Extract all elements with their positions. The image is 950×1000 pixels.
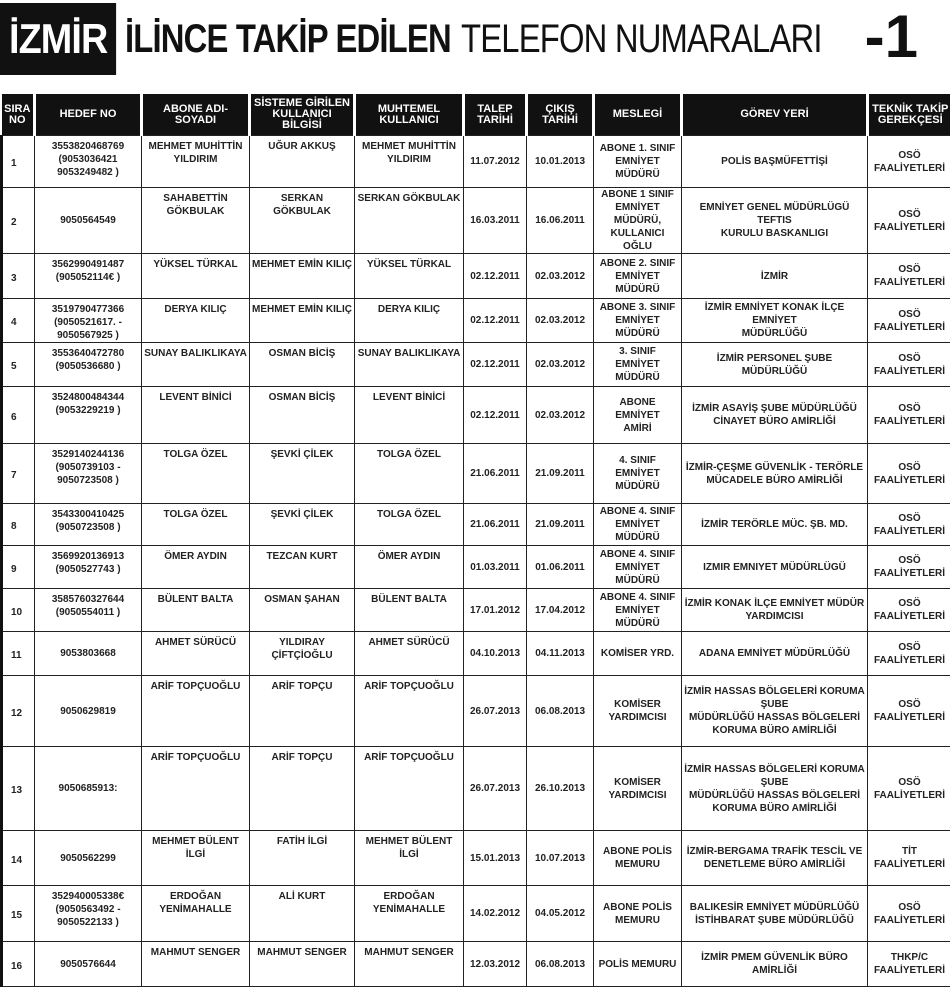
table-row: [2, 886, 950, 942]
cell-meslegi: ABONE POLİS MEMURU: [594, 831, 682, 886]
cell-teknik-takip: OSÖ FAALİYETLERİ: [868, 299, 950, 343]
cell-gorev-yeri: BALIKESİR EMNİYET MÜDÜRLÜĞÜ İSTİHBARAT ŞUBE MÜDÜRLÜĞÜ: [682, 886, 868, 942]
phone-numbers-table: [0, 94, 950, 987]
headline: [0, 0, 950, 78]
cell-sira-no: 3: [2, 254, 35, 299]
table-row: [2, 343, 950, 387]
cell-meslegi: KOMİSER YARDIMCISI: [594, 747, 682, 831]
cell-cikis-tarihi: 10.07.2013: [527, 831, 594, 886]
cell-gorev-yeri: İZMİR EMNİYET KONAK İLÇE EMNİYET MÜDÜRLÜĞÜ: [682, 299, 868, 343]
table-row: [2, 589, 950, 632]
cell-gorev-yeri: POLİS BAŞMÜFETTİŞİ: [682, 136, 868, 188]
cell-gorev-yeri: İZMİR ASAYİŞ ŞUBE MÜDÜRLÜĞÜ CİNAYET BÜRO AMİRLİĞİ: [682, 387, 868, 444]
cell-abone-adi: MEHMET BÜLENT İLGİ: [142, 831, 250, 886]
cell-talep-tarihi: 21.06.2011: [464, 504, 527, 546]
cell-teknik-takip: OSÖ FAALİYETLERİ: [868, 444, 950, 504]
cell-hedef-no: 9050685913:: [35, 747, 142, 831]
cell-teknik-takip: OSÖ FAALİYETLERİ: [868, 632, 950, 676]
cell-sira-no: 2: [2, 188, 35, 254]
cell-cikis-tarihi: 06.08.2013: [527, 942, 594, 987]
cell-hedef-no: 9050629819: [35, 676, 142, 747]
cell-gorev-yeri: İZMİR HASSAS BÖLGELERİ KORUMA ŞUBE MÜDÜRLÜĞÜ HASSAS BÖLGELERİ KORUMA BÜRO AMİRLİĞİ: [682, 747, 868, 831]
cell-sisteme-girilen: MEHMET EMİN KILIÇ: [250, 254, 355, 299]
cell-sisteme-girilen: MEHMET EMİN KILIÇ: [250, 299, 355, 343]
cell-abone-adi: AHMET SÜRÜCÜ: [142, 632, 250, 676]
cell-abone-adi: MEHMET MUHİTTİN YILDIRIM: [142, 136, 250, 188]
cell-gorev-yeri: EMNİYET GENEL MÜDÜRLÜGÜ TEFTIS KURULU BASKANLIGI: [682, 188, 868, 254]
cell-sisteme-girilen: FATİH İLGİ: [250, 831, 355, 886]
cell-meslegi: ABONE 3. SINIF EMNİYET MÜDÜRÜ: [594, 299, 682, 343]
headline-bold: İLİNCE TAKİP EDİLEN: [125, 16, 452, 61]
cell-gorev-yeri: İZMİR TERÖRLE MÜC. ŞB. MD.: [682, 504, 868, 546]
cell-muhtemel-kullanici: SUNAY BALIKLIKAYA: [355, 343, 464, 387]
cell-sira-no: 1: [2, 136, 35, 188]
cell-muhtemel-kullanici: BÜLENT BALTA: [355, 589, 464, 632]
cell-meslegi: ABONE 4. SINIF EMNİYET MÜDÜRÜ: [594, 504, 682, 546]
cell-cikis-tarihi: 10.01.2013: [527, 136, 594, 188]
cell-muhtemel-kullanici: AHMET SÜRÜCÜ: [355, 632, 464, 676]
cell-teknik-takip: TİT FAALİYETLERİ: [868, 831, 950, 886]
cell-teknik-takip: OSÖ FAALİYETLERİ: [868, 747, 950, 831]
cell-meslegi: ABONE 1. SINIF EMNİYET MÜDÜRÜ: [594, 136, 682, 188]
cell-muhtemel-kullanici: TOLGA ÖZEL: [355, 444, 464, 504]
cell-meslegi: ABONE 4. SINIF EMNİYET MÜDÜRÜ: [594, 546, 682, 589]
cell-hedef-no: 3524800484344 (9053229219 ): [35, 387, 142, 444]
cell-sisteme-girilen: TEZCAN KURT: [250, 546, 355, 589]
cell-gorev-yeri: İZMİR HASSAS BÖLGELERİ KORUMA ŞUBE MÜDÜRLÜĞÜ HASSAS BÖLGELERİ KORUMA BÜRO AMİRLİĞİ: [682, 676, 868, 747]
cell-talep-tarihi: 12.03.2012: [464, 942, 527, 987]
cell-teknik-takip: OSÖ FAALİYETLERİ: [868, 504, 950, 546]
cell-sira-no: 10: [2, 589, 35, 632]
header-cikis-tarihi: ÇIKIŞ TARİHİ: [527, 94, 594, 136]
cell-sisteme-girilen: ŞEVKİ ÇİLEK: [250, 504, 355, 546]
cell-talep-tarihi: 02.12.2011: [464, 299, 527, 343]
cell-cikis-tarihi: 02.03.2012: [527, 387, 594, 444]
cell-gorev-yeri: İZMİR PMEM GÜVENLİK BÜRO AMİRLİĞİ: [682, 942, 868, 987]
cell-cikis-tarihi: 02.03.2012: [527, 299, 594, 343]
cell-sira-no: 15: [2, 886, 35, 942]
cell-meslegi: ABONE EMNİYET AMİRİ: [594, 387, 682, 444]
cell-gorev-yeri: İZMİR-ÇEŞME GÜVENLİK - TERÖRLE MÜCADELE BÜRO AMİRLİĞİ: [682, 444, 868, 504]
cell-muhtemel-kullanici: MEHMET MUHİTTİN YILDIRIM: [355, 136, 464, 188]
table-row: [2, 254, 950, 299]
cell-cikis-tarihi: 21.09.2011: [527, 444, 594, 504]
cell-abone-adi: ERDOĞAN YENİMAHALLE: [142, 886, 250, 942]
cell-talep-tarihi: 16.03.2011: [464, 188, 527, 254]
cell-cikis-tarihi: 26.10.2013: [527, 747, 594, 831]
cell-muhtemel-kullanici: YÜKSEL TÜRKAL: [355, 254, 464, 299]
header-sisteme-girilen: SİSTEME GİRİLEN KULLANICI BİLGİSİ: [250, 94, 355, 136]
cell-cikis-tarihi: 04.11.2013: [527, 632, 594, 676]
cell-muhtemel-kullanici: ÖMER AYDIN: [355, 546, 464, 589]
cell-hedef-no: 3569920136913 (9050527743 ): [35, 546, 142, 589]
cell-teknik-takip: OSÖ FAALİYETLERİ: [868, 343, 950, 387]
cell-talep-tarihi: 11.07.2012: [464, 136, 527, 188]
table-row: [2, 504, 950, 546]
table-row: [2, 942, 950, 987]
cell-sisteme-girilen: ŞEVKİ ÇİLEK: [250, 444, 355, 504]
cell-muhtemel-kullanici: MEHMET BÜLENT İLGİ: [355, 831, 464, 886]
cell-meslegi: ABONE 2. SINIF EMNİYET MÜDÜRÜ: [594, 254, 682, 299]
cell-sisteme-girilen: YILDIRAY ÇİFTÇİOĞLU: [250, 632, 355, 676]
header-muhtemel-kullanici: MUHTEMEL KULLANICI: [355, 94, 464, 136]
cell-teknik-takip: OSÖ FAALİYETLERİ: [868, 589, 950, 632]
cell-hedef-no: 3519790477366 (9050521617. - 9050567925 ): [35, 299, 142, 343]
cell-sisteme-girilen: OSMAN BİCİŞ: [250, 387, 355, 444]
cell-meslegi: ABONE POLİS MEMURU: [594, 886, 682, 942]
cell-hedef-no: 9050576644: [35, 942, 142, 987]
cell-cikis-tarihi: 06.08.2013: [527, 676, 594, 747]
cell-sisteme-girilen: MAHMUT SENGER: [250, 942, 355, 987]
cell-talep-tarihi: 21.06.2011: [464, 444, 527, 504]
headline-light: TELEFON NUMARALARI: [460, 16, 822, 61]
cell-muhtemel-kullanici: MAHMUT SENGER: [355, 942, 464, 987]
cell-muhtemel-kullanici: SERKAN GÖKBULAK: [355, 188, 464, 254]
cell-hedef-no: 3553820468769 (9053036421 9053249482 ): [35, 136, 142, 188]
table-row: [2, 136, 950, 188]
cell-abone-adi: TOLGA ÖZEL: [142, 444, 250, 504]
cell-sira-no: 5: [2, 343, 35, 387]
cell-teknik-takip: OSÖ FAALİYETLERİ: [868, 886, 950, 942]
cell-hedef-no: 9050564549: [35, 188, 142, 254]
cell-cikis-tarihi: 17.04.2012: [527, 589, 594, 632]
cell-hedef-no: 9050562299: [35, 831, 142, 886]
cell-teknik-takip: OSÖ FAALİYETLERİ: [868, 254, 950, 299]
cell-muhtemel-kullanici: DERYA KILIÇ: [355, 299, 464, 343]
cell-talep-tarihi: 26.07.2013: [464, 747, 527, 831]
cell-sisteme-girilen: OSMAN BİCİŞ: [250, 343, 355, 387]
cell-teknik-takip: OSÖ FAALİYETLERİ: [868, 387, 950, 444]
cell-abone-adi: DERYA KILIÇ: [142, 299, 250, 343]
cell-sisteme-girilen: ARİF TOPÇU: [250, 747, 355, 831]
header-hedef-no: HEDEF NO: [35, 94, 142, 136]
cell-cikis-tarihi: 04.05.2012: [527, 886, 594, 942]
cell-sira-no: 9: [2, 546, 35, 589]
cell-gorev-yeri: IZMIR EMNIYET MÜDÜRLÜGÜ: [682, 546, 868, 589]
cell-abone-adi: LEVENT BİNİCİ: [142, 387, 250, 444]
table-row: [2, 632, 950, 676]
cell-gorev-yeri: İZMİR PERSONEL ŞUBE MÜDÜRLÜĞÜ: [682, 343, 868, 387]
cell-gorev-yeri: İZMİR KONAK İLÇE EMNİYET MÜDÜR YARDIMCISI: [682, 589, 868, 632]
cell-talep-tarihi: 15.01.2013: [464, 831, 527, 886]
headline-number: -1: [864, 3, 918, 70]
header-row: [2, 94, 950, 136]
cell-muhtemel-kullanici: ERDOĞAN YENİMAHALLE: [355, 886, 464, 942]
table-row: [2, 747, 950, 831]
cell-sira-no: 14: [2, 831, 35, 886]
cell-sira-no: 12: [2, 676, 35, 747]
cell-hedef-no: 3529140244136 (9050739103 - 9050723508 ): [35, 444, 142, 504]
cell-abone-adi: TOLGA ÖZEL: [142, 504, 250, 546]
cell-cikis-tarihi: 02.03.2012: [527, 254, 594, 299]
cell-abone-adi: ARİF TOPÇUOĞLU: [142, 747, 250, 831]
cell-hedef-no: 352940005338€ (9050563492 - 9050522133 ): [35, 886, 142, 942]
cell-gorev-yeri: İZMİR-BERGAMA TRAFİK TESCİL VE DENETLEME BÜRO AMİRLİĞİ: [682, 831, 868, 886]
cell-hedef-no: 3562990491487 (905052114€ ): [35, 254, 142, 299]
cell-talep-tarihi: 02.12.2011: [464, 254, 527, 299]
cell-hedef-no: 3585760327644 (9050554011 ): [35, 589, 142, 632]
headline-city-box: İZMİR: [0, 3, 116, 75]
cell-meslegi: KOMİSER YARDIMCISI: [594, 676, 682, 747]
cell-sisteme-girilen: ALİ KURT: [250, 886, 355, 942]
table-row: [2, 676, 950, 747]
cell-hedef-no: 3553640472780 (9050536680 ): [35, 343, 142, 387]
cell-meslegi: ABONE 1 SINIF EMNİYET MÜDÜRÜ, KULLANICI OĞLU: [594, 188, 682, 254]
cell-sisteme-girilen: UĞUR AKKUŞ: [250, 136, 355, 188]
cell-sira-no: 7: [2, 444, 35, 504]
cell-sisteme-girilen: SERKAN GÖKBULAK: [250, 188, 355, 254]
cell-abone-adi: YÜKSEL TÜRKAL: [142, 254, 250, 299]
header-meslegi: MESLEGİ: [594, 94, 682, 136]
cell-sira-no: 4: [2, 299, 35, 343]
table-row: [2, 299, 950, 343]
header-sira-no: SIRA NO: [2, 94, 35, 136]
cell-sisteme-girilen: ARİF TOPÇU: [250, 676, 355, 747]
cell-talep-tarihi: 02.12.2011: [464, 343, 527, 387]
cell-cikis-tarihi: 01.06.2011: [527, 546, 594, 589]
header-abone-adi: ABONE ADI-SOYADI: [142, 94, 250, 136]
cell-talep-tarihi: 02.12.2011: [464, 387, 527, 444]
cell-sira-no: 16: [2, 942, 35, 987]
cell-abone-adi: ÖMER AYDIN: [142, 546, 250, 589]
cell-sira-no: 8: [2, 504, 35, 546]
cell-hedef-no: 3543300410425 (9050723508 ): [35, 504, 142, 546]
cell-hedef-no: 9053803668: [35, 632, 142, 676]
cell-teknik-takip: OSÖ FAALİYETLERİ: [868, 136, 950, 188]
cell-muhtemel-kullanici: TOLGA ÖZEL: [355, 504, 464, 546]
table-row: [2, 546, 950, 589]
cell-teknik-takip: OSÖ FAALİYETLERİ: [868, 188, 950, 254]
cell-gorev-yeri: ADANA EMNİYET MÜDÜRLÜĞÜ: [682, 632, 868, 676]
cell-abone-adi: BÜLENT BALTA: [142, 589, 250, 632]
table-row: [2, 188, 950, 254]
cell-abone-adi: ARİF TOPÇUOĞLU: [142, 676, 250, 747]
cell-teknik-takip: OSÖ FAALİYETLERİ: [868, 546, 950, 589]
table-row: [2, 444, 950, 504]
cell-talep-tarihi: 14.02.2012: [464, 886, 527, 942]
table-row: [2, 831, 950, 886]
cell-abone-adi: SAHABETTİN GÖKBULAK: [142, 188, 250, 254]
cell-teknik-takip: THKP/C FAALİYETLERİ: [868, 942, 950, 987]
cell-meslegi: POLİS MEMURU: [594, 942, 682, 987]
cell-meslegi: KOMİSER YRD.: [594, 632, 682, 676]
cell-talep-tarihi: 17.01.2012: [464, 589, 527, 632]
cell-meslegi: 4. SINIF EMNİYET MÜDÜRÜ: [594, 444, 682, 504]
cell-sisteme-girilen: OSMAN ŞAHAN: [250, 589, 355, 632]
cell-cikis-tarihi: 16.06.2011: [527, 188, 594, 254]
cell-sira-no: 13: [2, 747, 35, 831]
cell-cikis-tarihi: 21.09.2011: [527, 504, 594, 546]
cell-sira-no: 11: [2, 632, 35, 676]
cell-abone-adi: MAHMUT SENGER: [142, 942, 250, 987]
cell-sira-no: 6: [2, 387, 35, 444]
header-talep-tarihi: TALEP TARİHİ: [464, 94, 527, 136]
cell-abone-adi: SUNAY BALIKLIKAYA: [142, 343, 250, 387]
cell-muhtemel-kullanici: ARİF TOPÇUOĞLU: [355, 747, 464, 831]
header-gorev-yeri: GÖREV YERİ: [682, 94, 868, 136]
table-row: [2, 387, 950, 444]
cell-meslegi: ABONE 4. SINIF EMNİYET MÜDÜRÜ: [594, 589, 682, 632]
cell-muhtemel-kullanici: LEVENT BİNİCİ: [355, 387, 464, 444]
cell-talep-tarihi: 04.10.2013: [464, 632, 527, 676]
cell-talep-tarihi: 01.03.2011: [464, 546, 527, 589]
cell-teknik-takip: OSÖ FAALİYETLERİ: [868, 676, 950, 747]
cell-muhtemel-kullanici: ARİF TOPÇUOĞLU: [355, 676, 464, 747]
cell-cikis-tarihi: 02.03.2012: [527, 343, 594, 387]
cell-talep-tarihi: 26.07.2013: [464, 676, 527, 747]
cell-meslegi: 3. SINIF EMNİYET MÜDÜRÜ: [594, 343, 682, 387]
header-teknik-takip: TEKNİK TAKİP GEREKÇESİ: [868, 94, 950, 136]
cell-gorev-yeri: İZMİR: [682, 254, 868, 299]
